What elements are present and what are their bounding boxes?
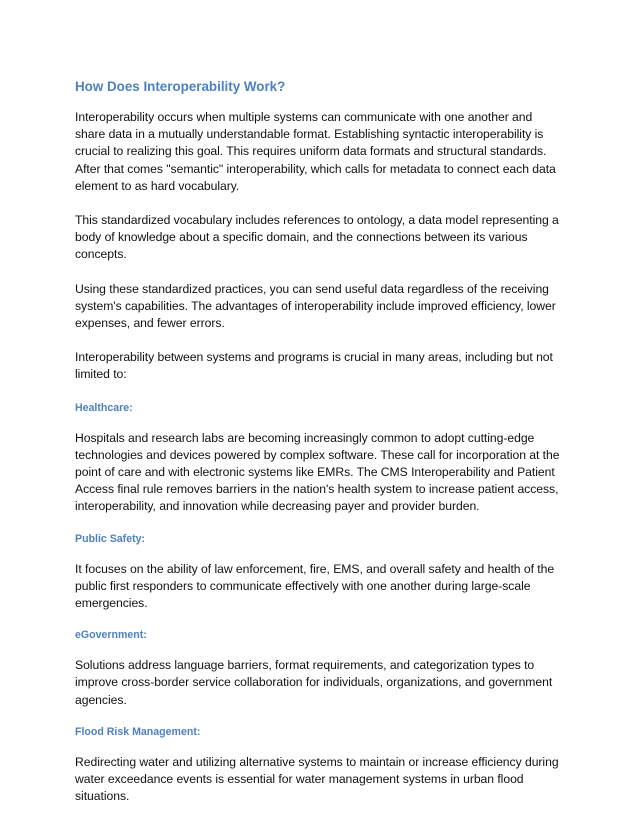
section-heading: Healthcare: bbox=[75, 401, 133, 414]
section-egovernment bbox=[75, 628, 565, 709]
section-body: It focuses on the ability of law enforcement, fire, EMS, and overall safety and health of the public first responders to communicate effectively with one another during large-scale emergencies. bbox=[75, 561, 555, 611]
section-heading: Flood Risk Management: bbox=[75, 725, 201, 738]
document-page bbox=[75, 68, 565, 821]
section-flood-risk-management bbox=[75, 725, 565, 806]
section-body: Redirecting water and utilizing alternative systems to maintain or increase efficiency during water exceedance events is essential for water management systems in urban flood situations. bbox=[75, 754, 559, 804]
section-healthcare bbox=[75, 401, 565, 516]
section-public-safety bbox=[75, 532, 565, 613]
section-heading: Public Safety: bbox=[75, 532, 146, 545]
intro-paragraph: Using these standardized practices, you can send useful data regardless of the receiving system's capabilities. The advantages of interoperability include improved efficiency, lower expenses, and fewer errors. bbox=[75, 281, 556, 331]
section-body: Solutions address language barriers, format requirements, and categorization types to improve cross-border service collaboration for individuals, organizations, and government agencies. bbox=[75, 658, 553, 707]
section-heading: eGovernment: bbox=[75, 629, 147, 642]
page-title: How Does Interoperability Work? bbox=[75, 79, 286, 94]
section-body: Hospitals and research labs are becoming increasingly common to adopt cutting-edge technologies and devices powered by complex software. These call for incorporation at the point of care and with electronic systems like EMRs. The CMS Interoperability and Patient Access final rule removes barriers in the nation's health system to increase patient access, interoperability, and innovation while decreasing payer and provider burden. bbox=[75, 430, 560, 514]
intro-paragraph: This standardized vocabulary includes references to ontology, a data model representing a body of knowledge about a specific domain, and the connections between its various concepts. bbox=[75, 213, 559, 262]
intro-paragraph: Interoperability occurs when multiple systems can communicate with one another and share data in a mutually understandable format. Establishing syntactic interoperability is crucial to realizing this goal. This requires uniform data formats and structural standards. After that comes "semantic" interoperability, which calls for metadata to connect each data element to as hard vocabulary. bbox=[75, 110, 556, 193]
intro-paragraph: Interoperability between systems and programs is crucial in many areas, including but not limited to: bbox=[75, 350, 553, 382]
